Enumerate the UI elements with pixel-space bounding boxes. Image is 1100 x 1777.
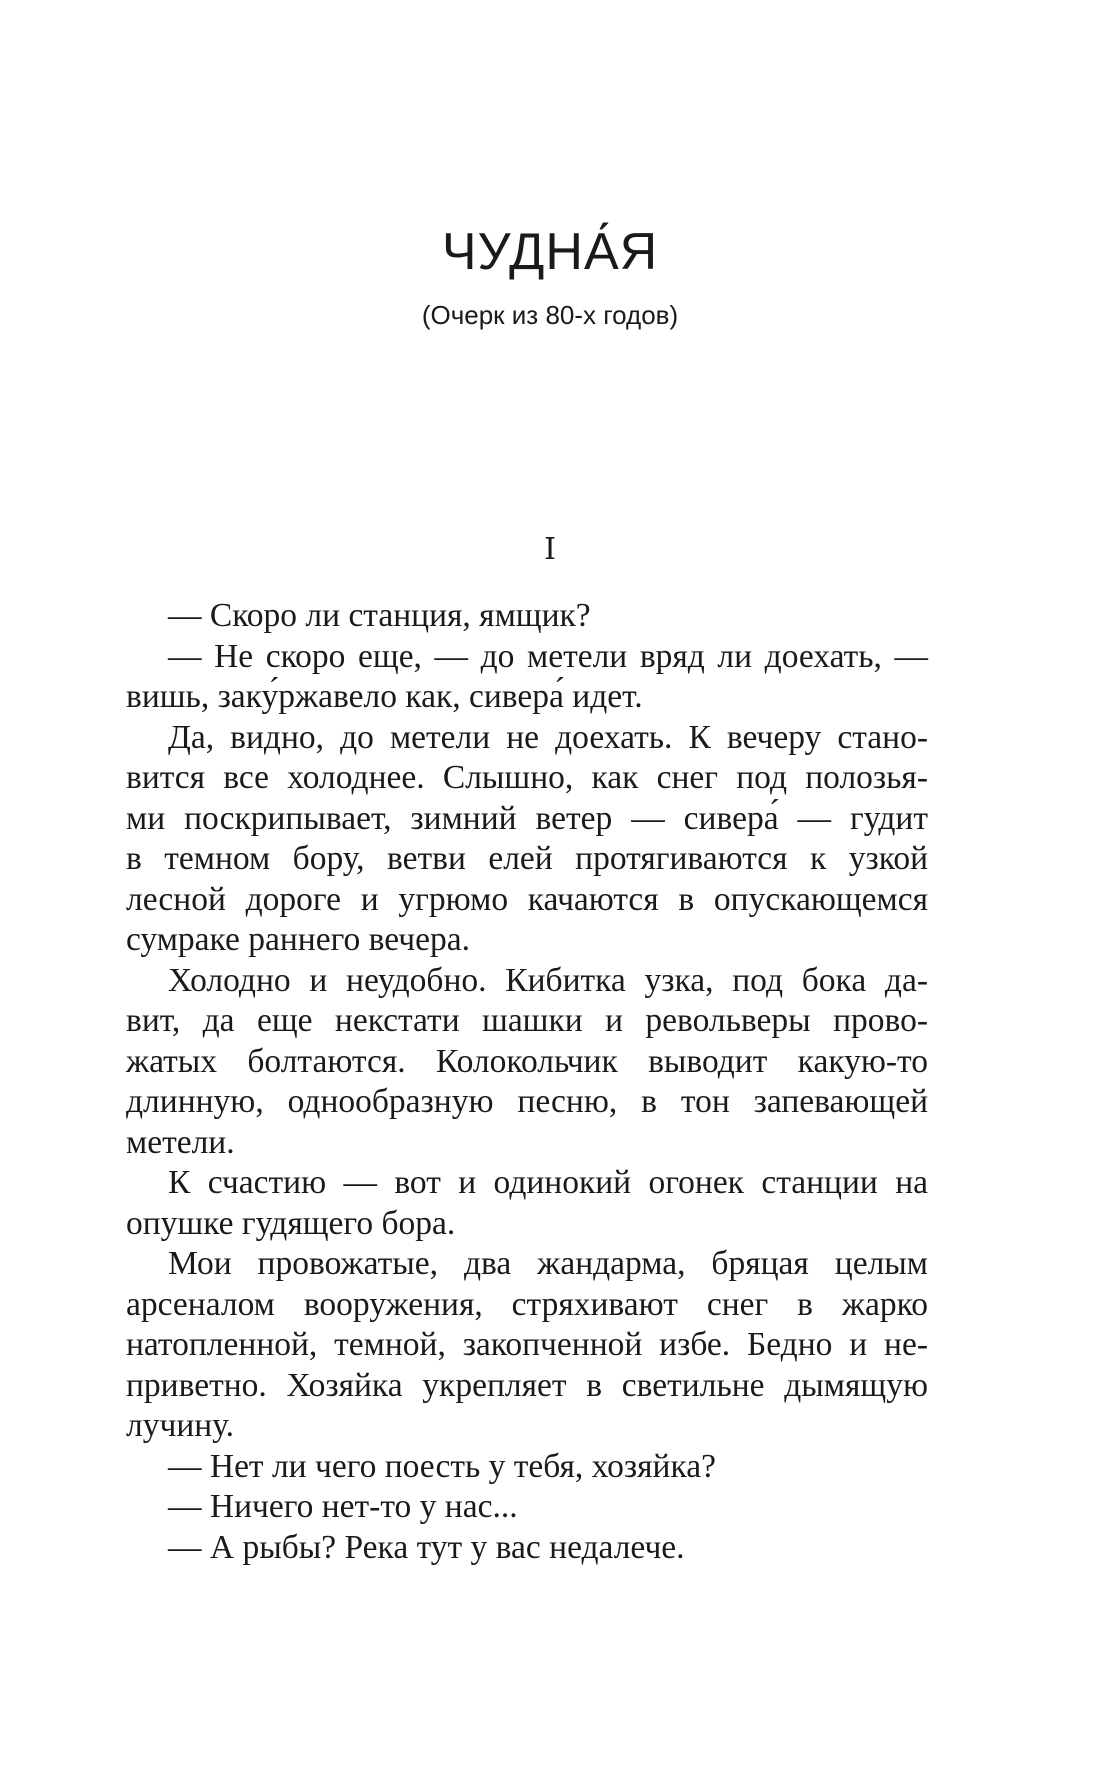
body-text bbox=[126, 596, 928, 1568]
text-line: длинную, однообразную песню, в тон запевающей bbox=[126, 1083, 928, 1120]
text-line: лесной дороге и угрюмо качаются в опускающемся bbox=[126, 880, 928, 918]
text-line: жатых болтаются. Колокольчик выводит какую-то bbox=[126, 1042, 928, 1080]
text-line: арсеналом вооружения, стряхивают снег в жарко bbox=[126, 1285, 928, 1323]
story-subtitle: (Очерк из 80-х годов) bbox=[421, 300, 679, 330]
text-line: — Нет ли чего поесть у тебя, хозяйка? bbox=[168, 1447, 716, 1485]
text-line: — Не скоро еще, — до метели вряд ли доехать, — bbox=[168, 637, 928, 675]
text-line: приветно. Хозяйка укрепляет в светильне дымящую bbox=[126, 1366, 928, 1404]
text-line: — Ничего нет-то у нас... bbox=[168, 1488, 518, 1525]
story-title: ЧУДНА́Я bbox=[441, 223, 659, 281]
text-line: натопленной, темной, закопченной избе. Бедно и не- bbox=[126, 1326, 928, 1363]
text-line: опушке гудящего бора. bbox=[126, 1204, 456, 1242]
text-line: Холодно и неудобно. Кибитка узка, под бока да- bbox=[168, 961, 928, 999]
text-line: метели. bbox=[126, 1123, 235, 1161]
text-line: сумраке раннего вечера. bbox=[126, 921, 470, 958]
text-line: вишь, заку́ржавело как, сивера́ идет. bbox=[126, 678, 643, 715]
text-line: лучину. bbox=[126, 1407, 234, 1444]
text-line: вит, да еще некстати шашки и револьверы прово- bbox=[126, 1002, 928, 1039]
text-line: — Скоро ли станция, ямщик? bbox=[168, 597, 591, 634]
text-line: Мои провожатые, два жандарма, бряцая целым bbox=[168, 1245, 928, 1282]
text-line: — А рыбы? Река тут у вас недалече. bbox=[168, 1528, 685, 1566]
chapter-number: I bbox=[544, 532, 556, 567]
text-line: ми поскрипывает, зимний ветер — сивера́ — гудит bbox=[126, 799, 928, 837]
text-line: в темном бору, ветви елей протягиваются к узкой bbox=[126, 840, 928, 877]
text-line: К счастию — вот и одинокий огонек станции на bbox=[168, 1164, 928, 1201]
text-line: Да, видно, до метели не доехать. К вечеру стано- bbox=[168, 718, 928, 756]
text-line: вится все холоднее. Слышно, как снег под полозья- bbox=[126, 759, 928, 796]
